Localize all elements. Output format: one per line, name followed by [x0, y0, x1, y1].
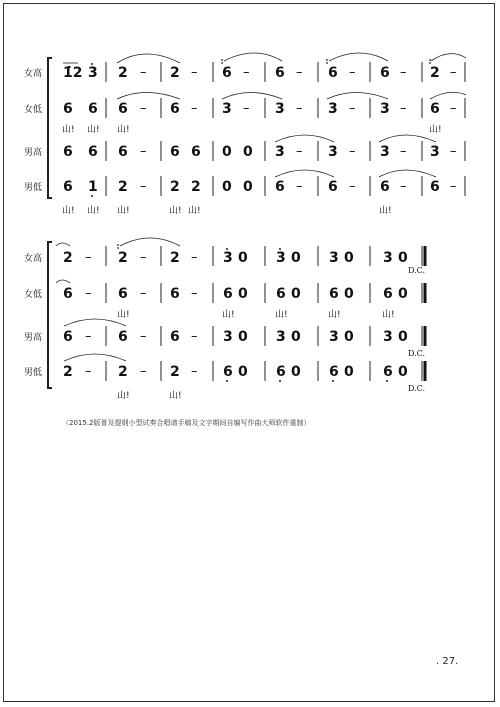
dash: – [85, 250, 92, 265]
note: 3 [276, 329, 286, 345]
note: 6 [275, 179, 285, 195]
lyric: 山! [87, 125, 100, 135]
note: 6 [223, 286, 233, 302]
lyric: 山! [117, 125, 130, 135]
note: 6 [170, 329, 180, 345]
staff-row-tenor [63, 135, 457, 160]
note: 0 [398, 329, 408, 345]
voice-label: 男高 [24, 148, 43, 158]
note: 2 [118, 364, 128, 380]
note: 6 [191, 144, 201, 160]
voice-label: 女高 [24, 254, 43, 264]
note: 6 [118, 286, 128, 302]
note: 6 [63, 101, 73, 117]
dash: – [191, 286, 198, 301]
dash: – [349, 101, 356, 116]
lyric: 山! [328, 310, 341, 320]
dash: – [191, 65, 198, 80]
note: 6 [328, 179, 338, 195]
note: 0 [222, 179, 232, 195]
note: 3 [275, 101, 285, 117]
note: 6 [223, 364, 233, 380]
note: 3 [328, 101, 338, 117]
system-bracket [48, 58, 52, 198]
staff-row-alto [56, 280, 408, 320]
note: 2 [118, 179, 128, 195]
dash: – [450, 101, 457, 116]
staff-row-bass [63, 354, 425, 401]
note: 6 [63, 286, 73, 302]
note: 6 [118, 329, 128, 345]
note: 6 [329, 286, 339, 302]
lyric: 山! [87, 206, 100, 216]
dc-mark: D.C. [408, 266, 426, 275]
dash: – [191, 329, 198, 344]
dash: – [140, 101, 147, 116]
dc-mark: D.C. [408, 349, 426, 358]
note: 0 [344, 286, 354, 302]
note: 0 [243, 144, 253, 160]
note: 6 [88, 101, 98, 117]
note: 6 [430, 179, 440, 195]
dash: – [349, 144, 356, 159]
note: 6 [222, 65, 232, 81]
note: 6 [118, 144, 128, 160]
note: 2 [63, 250, 73, 266]
barlines [106, 246, 425, 381]
note: 0 [398, 286, 408, 302]
note: 0 [398, 364, 408, 380]
note: 6 [329, 364, 339, 380]
note: 2 [118, 65, 128, 81]
note: 6 [383, 364, 393, 380]
system-bracket [48, 242, 52, 388]
note: 6 [276, 286, 286, 302]
note: 2 [170, 364, 180, 380]
lyric: 山! [429, 125, 442, 135]
dash: – [140, 250, 147, 265]
note: 2 [170, 250, 180, 266]
dash: – [450, 179, 457, 194]
dash: – [191, 364, 198, 379]
note: 0 [238, 286, 248, 302]
lyric: 山! [169, 391, 182, 401]
staff-row-bass [62, 170, 457, 216]
dash: – [400, 101, 407, 116]
note: 1 [88, 179, 98, 195]
note: 0 [238, 250, 248, 266]
note: 6 [118, 101, 128, 117]
note: 0 [291, 329, 301, 345]
note: 0 [243, 179, 253, 195]
lyric: 山! [117, 310, 130, 320]
dash: – [450, 144, 457, 159]
note: 3 [223, 329, 233, 345]
note: 3 [383, 250, 393, 266]
dash: – [450, 65, 457, 80]
lyric: 山! [379, 206, 392, 216]
note: 0 [291, 364, 301, 380]
page-number: . 27. [436, 656, 459, 667]
dash: – [85, 329, 92, 344]
note: 0 [344, 364, 354, 380]
note: 6 [275, 65, 285, 81]
note: 2 [170, 179, 180, 195]
dash: – [400, 65, 407, 80]
dash: – [140, 364, 147, 379]
system-1 [24, 53, 466, 216]
voice-label: 男低 [24, 368, 43, 378]
dash: – [400, 179, 407, 194]
dash: – [140, 179, 147, 194]
note: 6 [63, 329, 73, 345]
dc-mark: D.C. [408, 384, 426, 393]
note: 6 [170, 144, 180, 160]
staff-row-alto [62, 92, 466, 135]
note: 0 [291, 250, 301, 266]
dash: – [243, 65, 250, 80]
note: 6 [328, 65, 338, 81]
barlines [106, 62, 465, 196]
note: 2 [191, 179, 201, 195]
note: 3 [329, 250, 339, 266]
dash: – [85, 364, 92, 379]
note: 3 [275, 144, 285, 160]
note: 0 [238, 364, 248, 380]
note: 3 [380, 101, 390, 117]
dash: – [140, 144, 147, 159]
note: 1̇2 [63, 65, 83, 81]
note: 3 [383, 329, 393, 345]
staff-row-tenor [63, 319, 425, 358]
dash: – [349, 179, 356, 194]
lyric: 山! [62, 206, 75, 216]
note: 6 [88, 144, 98, 160]
dash: – [191, 101, 198, 116]
note: 0 [291, 286, 301, 302]
note: 0 [398, 250, 408, 266]
note: 0 [222, 144, 232, 160]
note: 0 [344, 250, 354, 266]
lyric: 山! [62, 125, 75, 135]
note: 2 [170, 65, 180, 81]
dash: – [140, 286, 147, 301]
footnote: （2015.2版普及提纲小型试奏合唱谱手稿及文字期间自编写作曲大师软件重制） [62, 419, 311, 427]
note: 3 [430, 144, 440, 160]
lyric: 山! [169, 206, 182, 216]
voice-label: 女低 [24, 290, 43, 300]
note: 6 [430, 101, 440, 117]
note: 3 [276, 250, 286, 266]
dash: – [85, 286, 92, 301]
voice-label: 女高 [24, 69, 43, 79]
dash: – [400, 144, 407, 159]
dash: – [296, 65, 303, 80]
note: 6 [380, 179, 390, 195]
lyric: 山! [188, 206, 201, 216]
note: 6 [380, 65, 390, 81]
dash: – [296, 179, 303, 194]
lyric: 山! [222, 310, 235, 320]
note: 3 [223, 250, 233, 266]
note: 3 [329, 329, 339, 345]
note: 6 [170, 286, 180, 302]
note: 3 [328, 144, 338, 160]
lyric: 山! [275, 310, 288, 320]
voice-label: 女低 [24, 105, 43, 115]
note: 6 [276, 364, 286, 380]
dash: – [296, 101, 303, 116]
note: 6 [63, 179, 73, 195]
dash: – [296, 144, 303, 159]
system-2 [24, 238, 425, 401]
dash: – [140, 65, 147, 80]
voice-label: 男低 [24, 183, 43, 193]
voice-label: 男高 [24, 333, 43, 343]
note: 0 [238, 329, 248, 345]
dash: – [140, 329, 147, 344]
dash: – [243, 101, 250, 116]
lyric: 山! [117, 391, 130, 401]
note: 6 [63, 144, 73, 160]
dash: – [191, 250, 198, 265]
note: 2 [118, 250, 128, 266]
dash: – [349, 65, 356, 80]
lyric: 山! [382, 310, 395, 320]
note: 6 [383, 286, 393, 302]
note: 6 [170, 101, 180, 117]
note: 3 [222, 101, 232, 117]
note: 2 [63, 364, 73, 380]
note: 2 [430, 65, 440, 81]
note: 0 [344, 329, 354, 345]
note: 3 [88, 65, 98, 81]
note: 3 [380, 144, 390, 160]
lyric: 山! [117, 206, 130, 216]
